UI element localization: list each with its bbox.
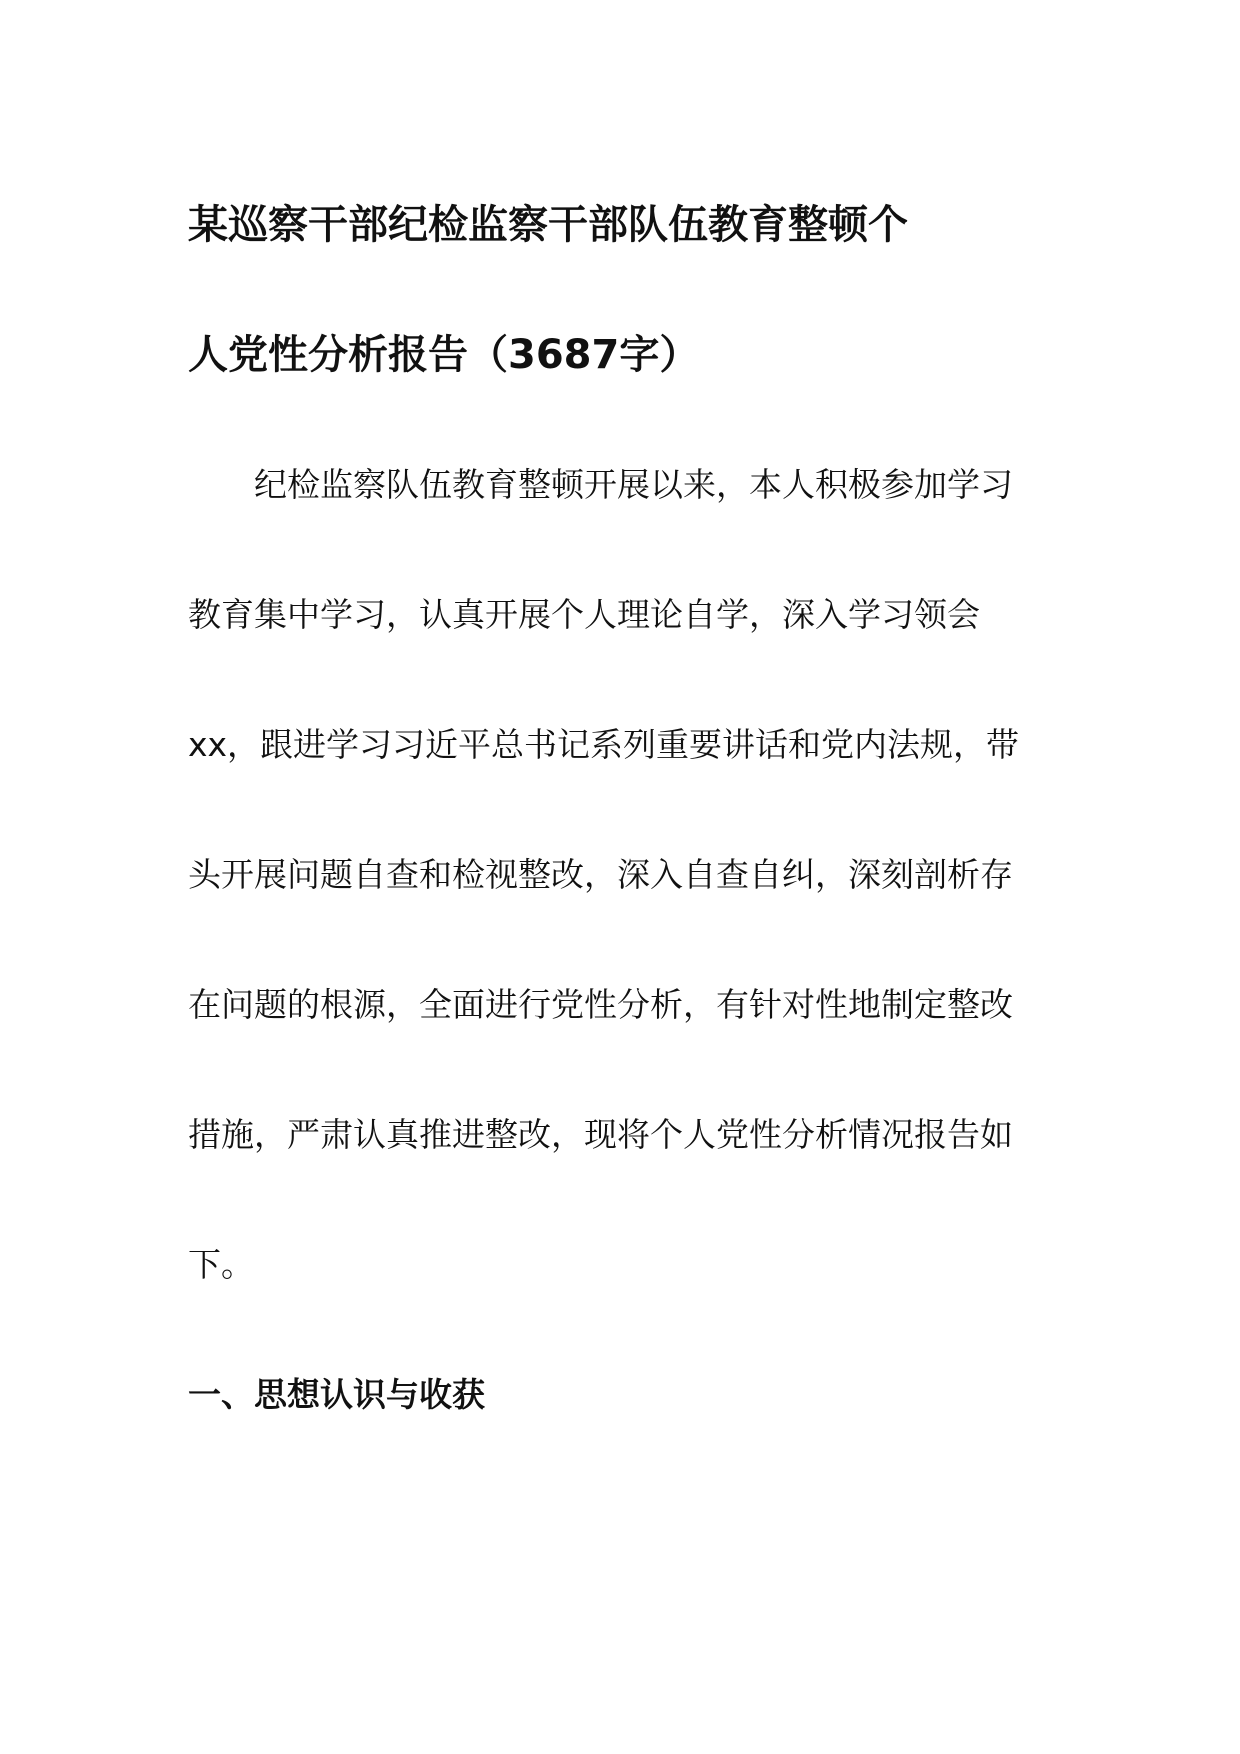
document-title <box>188 160 1058 420</box>
title-line-1: 某巡察干部纪检监察干部队伍教育整顿个 <box>188 202 908 248</box>
title-line-2: 人党性分析报告（3687字） <box>188 332 700 378</box>
paragraph-line-6: 措施，严肃认真推进整改，现将个人党性分析情况报告如 <box>188 1115 1013 1154</box>
paragraph-line-7: 下。 <box>188 1245 254 1284</box>
paragraph-line-3: xx，跟进学习习近平总书记系列重要讲话和党内法规，带 <box>188 725 1020 764</box>
document-content <box>188 160 1058 1460</box>
paragraph-line-1: 纪检监察队伍教育整顿开展以来，本人积极参加学习 <box>188 465 1013 504</box>
section-heading: 一、思想认识与收获 <box>188 1375 485 1414</box>
intro-paragraph <box>188 420 1058 1330</box>
paragraph-line-2: 教育集中学习，认真开展个人理论自学，深入学习领会 <box>188 595 980 634</box>
paragraph-line-4: 头开展问题自查和检视整改，深入自查自纠，深刻剖析存 <box>188 855 1013 894</box>
paragraph-line-5: 在问题的根源，全面进行党性分析，有针对性地制定整改 <box>188 985 1013 1024</box>
